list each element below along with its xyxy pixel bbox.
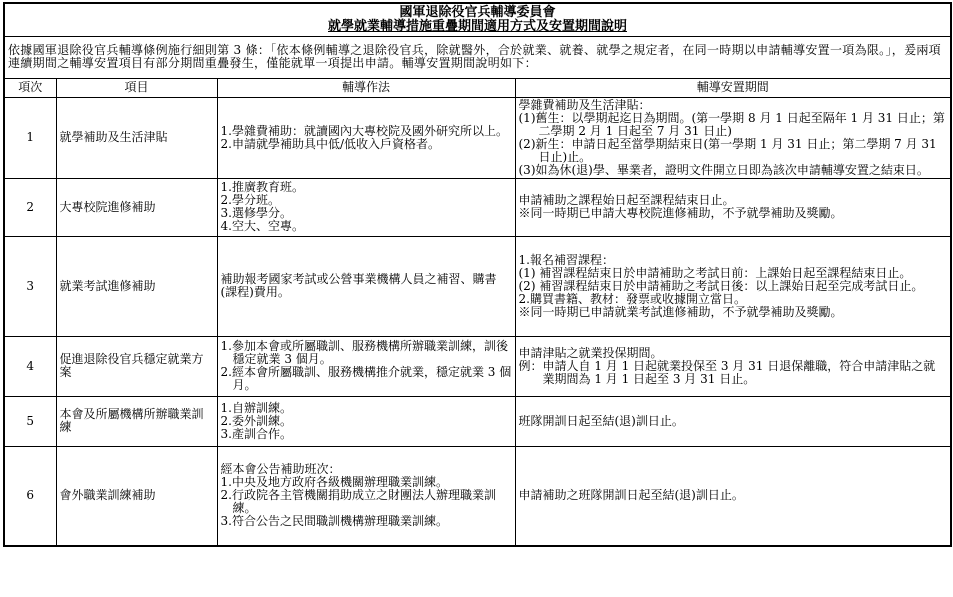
period-line: (1)舊生：以學期起迄日為期間。(第一學期 8 月 1 日起至隔年 1 月 31 日止；第二學期 2 月 1 日起至 7 月 31 日止): [518, 110, 945, 138]
method-line: 3.選修學分。: [220, 206, 292, 220]
method-line: 1.自辦訓練。: [220, 400, 292, 415]
row-method: [217, 396, 515, 446]
row-number: 3: [4, 236, 56, 336]
column-header-method: 輔導作法: [217, 78, 515, 97]
period-line: 班隊開訓日起至結(退)訓日止。: [518, 413, 684, 428]
row-number: 1: [4, 97, 56, 178]
period-line: 申請津貼之就業投保期間。: [518, 345, 663, 360]
column-header-num: 項次: [4, 78, 56, 97]
document-title: 國軍退除役官兵輔導委員會: [399, 4, 556, 20]
header-row: [4, 78, 951, 97]
row-number: 6: [4, 446, 56, 546]
table-row: [4, 97, 951, 178]
period-line: (2) 補習課程結束日於申請補助之考試日後：以上課始日起至完成考試日止。: [518, 278, 924, 293]
period-line: 2.購買書籍、教材：發票或收據開立當日。: [518, 291, 746, 306]
method-line: 4.空大、空專。: [220, 219, 304, 233]
period-line: (3)如為休(退)學、畢業者，證明文件開立日即為該次申請輔導安置之結束日。: [518, 162, 929, 177]
document-subtitle: 就學就業輔導措施重疊期間適用方式及安置期間說明: [328, 18, 628, 34]
title-cell: [4, 3, 951, 36]
period-line: 申請補助之課程始日起至課程結束日止。: [518, 193, 735, 207]
method-line: 2.行政院各主管機關捐助成立之財團法人辦理職業訓練。: [220, 488, 496, 516]
method-line: 1.推廣教育班。: [220, 180, 304, 194]
method-line: 2.委外訓練。: [220, 413, 292, 428]
method-line: 1.參加本會或所屬職訓、服務機構所辦職業訓練，訓後穩定就業 3 個月。: [220, 339, 508, 366]
row-item: 會外職業訓練補助: [56, 446, 217, 546]
row-method: [217, 446, 515, 546]
method-line: 經本會公告補助班次：: [220, 462, 341, 477]
row-item: 促進退除役官兵穩定就業方案: [56, 336, 217, 396]
method-line: 2.學分班。: [220, 193, 280, 207]
method-line: 2.經本會所屬職訓、服務機構推介就業，穩定就業 3 個月。: [220, 365, 512, 392]
table-row: [4, 446, 951, 546]
row-period: [515, 97, 951, 178]
period-line: (1) 補習課程結束日於申請補助之考試日前：上課始日起至課程結束日止。: [518, 265, 912, 280]
period-line: ※同一時期已申請就業考試進修補助，不予就學補助及獎勵。: [518, 304, 843, 319]
row-period: [515, 396, 951, 446]
method-line: 2.申請就學補助具中低/低收入戶資格者。: [220, 136, 440, 151]
period-line: ※同一時期已申請大專校院進修補助，不予就學補助及獎勵。: [518, 206, 843, 220]
row-method: [217, 336, 515, 396]
row-method: [217, 178, 515, 236]
method-line: 補助報考國家考試或公營事業機構人員之補習、購書(課程)費用。: [220, 272, 497, 299]
period-line: (2)新生：申請日起至當學期結束日(第一學期 1 月 31 日止；第二學期 7 月 31 日止)止。: [518, 136, 937, 164]
row-item: 就學補助及生活津貼: [56, 97, 217, 178]
guidance-table: [3, 2, 952, 547]
row-number: 5: [4, 396, 56, 446]
method-line: 3.符合公告之民間職訓機構辦理職業訓練。: [220, 514, 448, 529]
row-item: 本會及所屬機構所辦職業訓練: [56, 396, 217, 446]
row-item: 大專校院進修補助: [56, 178, 217, 236]
column-header-item: 項目: [56, 78, 217, 97]
period-line: 學雜費補助及生活津貼：: [518, 97, 651, 112]
row-period: [515, 446, 951, 546]
period-line: 1.報名補習課程：: [518, 252, 614, 267]
row-period: [515, 178, 951, 236]
method-line: 3.產訓合作。: [220, 426, 292, 441]
column-header-period: 輔導安置期間: [515, 78, 951, 97]
period-line: 申請補助之班隊開訓日起至結(退)訓日止。: [518, 488, 744, 503]
row-method: [217, 97, 515, 178]
table-row: [4, 178, 951, 236]
method-line: 1.中央及地方政府各級機關辦理職業訓練。: [220, 475, 448, 490]
method-line: 1.學雜費補助：就讀國內大專校院及國外研究所以上。: [220, 123, 508, 138]
row-number: 2: [4, 178, 56, 236]
row-item: 就業考試進修補助: [56, 236, 217, 336]
period-line: 例：申請人自 1 月 1 日起就業投保至 3 月 31 日退保離職，符合申請津貼之就業期間為 1 月 1 日起至 3 月 31 日止。: [518, 358, 936, 386]
row-period: [515, 336, 951, 396]
table-row: [4, 396, 951, 446]
intro-text: 依據國軍退除役官兵輔導條例施行細則第 3 條：「依本條例輔導之退除役官兵，除就醫外，合於就業、就養、就學之規定者，在同一時期以申請輔導安置一項為限。」，爰兩項連續期間之輔導安置項目有部分期間重疊發生，僅能就單一項提出申請。輔導安置期間說明如下：: [4, 36, 951, 78]
row-method: [217, 236, 515, 336]
row-period: [515, 236, 951, 336]
row-number: 4: [4, 336, 56, 396]
table-row: [4, 236, 951, 336]
table-row: [4, 336, 951, 396]
